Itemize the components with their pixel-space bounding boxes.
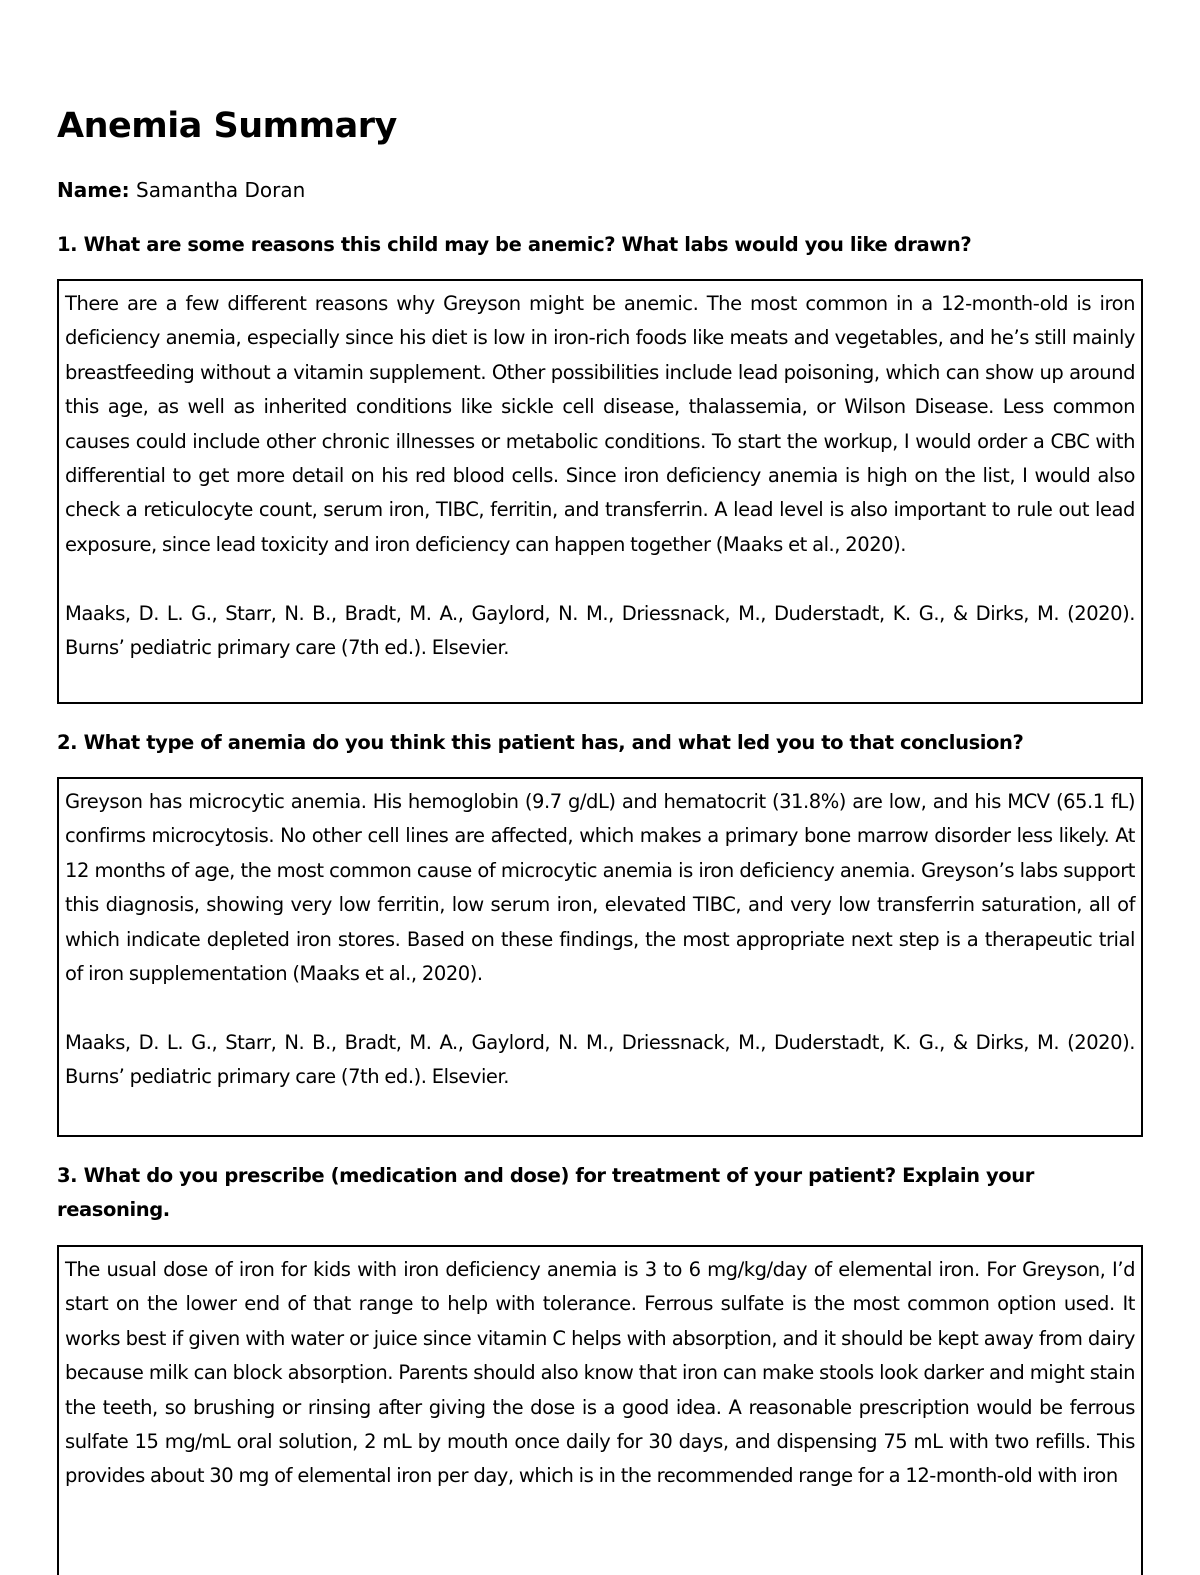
answer-1-text: There are a few different reasons why Greyson might be anemic. The most common in a 12-month-old is iron deficiency anemia, especially since his diet is low in iron-rich foods like meats and vegetables, and he’s still mainly breastfeeding without a vitamin supplement. Other possibilities include lead poisoning, which can show up around this age, as well as inherited conditions like sickle cell disease, thalassemia, or Wilson Disease. Less common causes could include other chronic illnesses or metabolic conditions. To start the workup, I would order a CBC with differential to get more detail on his red blood cells. Since iron deficiency anemia is high on the list, I would also check a reticulocyte count, serum iron, TIBC, ferritin, and transferrin. A lead level is also important to rule out lead exposure, since lead toxicity and iron deficiency can happen together (Maaks et al., 2020). bbox=[65, 292, 1135, 556]
answer-2-text: Greyson has microcytic anemia. His hemoglobin (9.7 g/dL) and hematocrit (31.8%) are low, and his MCV (65.1 fL) confirms microcytosis. No other cell lines are affected, which makes a primary bone marrow disorder less likely. At 12 months of age, the most common cause of microcytic anemia is iron deficiency anemia. Greyson’s labs support this diagnosis, showing very low ferritin, low serum iron, elevated TIBC, and very low transferrin saturation, all of which indicate depleted iron stores. Based on these findings, the most appropriate next step is a therapeutic trial of iron supplementation (Maaks et al., 2020). bbox=[65, 790, 1135, 986]
answer-box-2[interactable] bbox=[57, 777, 1143, 1137]
answer-box-3[interactable] bbox=[57, 1245, 1143, 1575]
question-2: 2. What type of anemia do you think this patient has, and what led you to that conclusion? bbox=[57, 731, 1024, 754]
question-1: 1. What are some reasons this child may be anemic? What labs would you like drawn? bbox=[57, 233, 972, 256]
paragraph-spacer bbox=[65, 991, 1135, 1025]
name-label: Name: bbox=[57, 178, 130, 202]
paragraph-spacer bbox=[65, 562, 1135, 596]
answer-3-text: The usual dose of iron for kids with iron deficiency anemia is 3 to 6 mg/kg/day of elemental iron. For Greyson, I’d start on the lower end of that range to help with tolerance. Ferrous sulfate is the most common option used. It works best if given with water or juice since vitamin C helps with absorption, and it should be kept away from dairy because milk can block absorption. Parents should also know that iron can make stools look darker and might stain the teeth, so brushing or rinsing after giving the dose is a good idea. A reasonable prescription would be ferrous sulfate 15 mg/mL oral solution, 2 mL by mouth once daily for 30 days, and dispensing 75 mL with two refills. This provides about 30 mg of elemental iron per day, which is in the recommended range for a 12-month-old with iron bbox=[65, 1258, 1135, 1488]
name-value: Samantha Doran bbox=[136, 178, 306, 202]
question-3: 3. What do you prescribe (medication and dose) for treatment of your patient? Explain your reasoning. bbox=[57, 1164, 1035, 1221]
answer-2-reference: Maaks, D. L. G., Starr, N. B., Bradt, M. A., Gaylord, N. M., Driessnack, M., Duderstadt, K. G., & Dirks, M. (2020). Burns’ pediatric primary care (7th ed.). Elsevier. bbox=[65, 1030, 1135, 1089]
student-name-line bbox=[57, 178, 305, 202]
document-title: Anemia Summary bbox=[57, 106, 397, 146]
answer-1-reference: Maaks, D. L. G., Starr, N. B., Bradt, M. A., Gaylord, N. M., Driessnack, M., Duderstadt, K. G., & Dirks, M. (2020). Burns’ pediatric primary care (7th ed.). Elsevier. bbox=[65, 601, 1135, 660]
answer-box-1[interactable] bbox=[57, 279, 1143, 704]
